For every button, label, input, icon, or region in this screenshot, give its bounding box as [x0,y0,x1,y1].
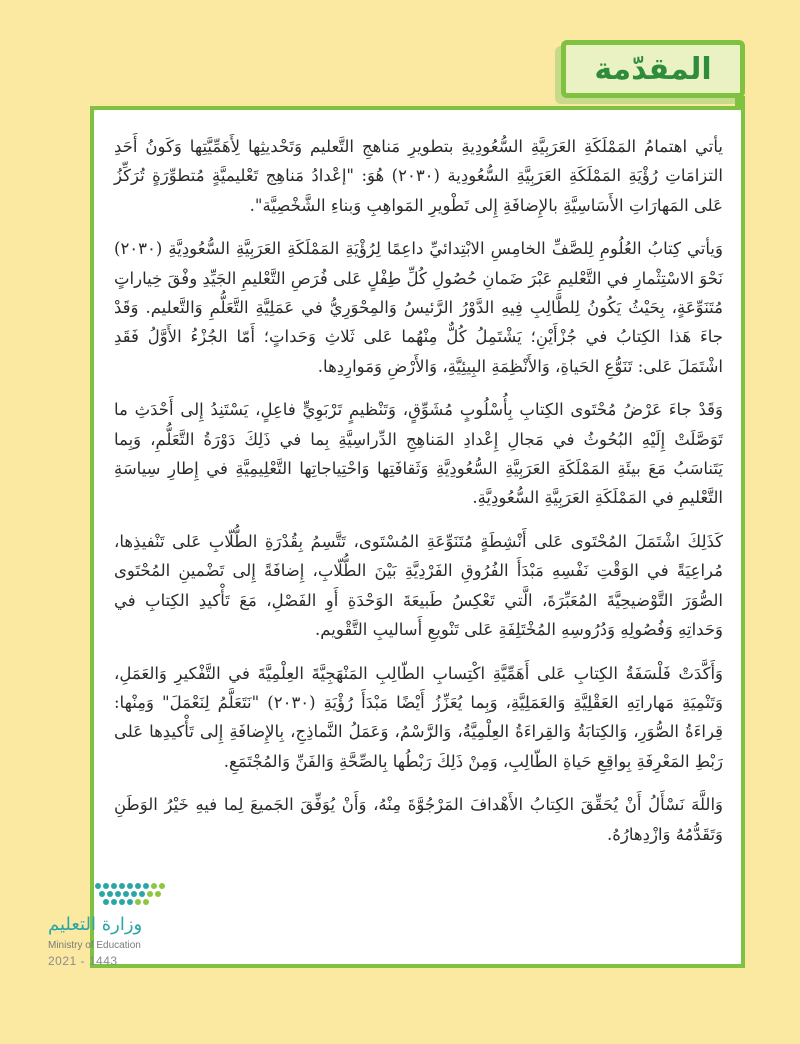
page-title: المقدّمة [594,51,712,87]
ministry-name-arabic: وزارة التعليم [48,914,143,935]
paragraph-2: وَيأتي كِتابُ العُلُومِ لِلصَّفِّ الخامِسِ الابْتِدائيِّ داعِمًا لِرُؤْيَةِ المَمْلَكَةِ العَرَبِيَّةِ السُّعُودِيَّةِ (٢٠٣٠) نَحْوَ الاسْتِثْمارِ في التَّعْليمِ عَبْرَ ضَمانِ حُصُولِ كُلِّ طِفْلٍ عَلى فُرَصِ التَّعْليمِ الجَيِّدِ وفْقَ خِياراتٍ مُتَنَوِّعَةٍ، بِحَيْثُ يَكُونُ لِلطَّالِبِ فِيهِ الدَّوْرُ الرَّئيسُ وَالمِحْوَرِيُّ في عَمَلِيَّةِ التَّعَلُّمِ وَالتَّعليم. وَقَدْ جاءَ هَذا الكِتابُ في جُزْأَيْنِ؛ يَشْتَمِلُ كُلٌّ مِنْهُما عَلى ثَلاثِ وَحَداتٍ؛ أَمّا الجُزْءُ الأَوَّلُ فَقَدِ اشْتَمَلَ عَلى: تَنَوُّعِ الحَياةِ، وَالأَنْظِمَةِ البِيئِيَّةِ، وَالأَرْضِ وَمَوارِدِها. [114,239,723,376]
edition-year: 2021 - 1443 [48,954,118,968]
logo-dots-icon [92,878,202,908]
section-title-box [561,40,745,98]
paragraph-4: كَذَلِكَ اشْتَمَلَ المُحْتَوى عَلى أَنْشِطَةٍ مُتَنَوِّعَةِ المُسْتَوى، تَتَّسِمُ بِقُدْرَةِ الطُّلّابِ عَلى تَنْفيذِها، مُراعِيَةً في الوَقْتِ نَفْسِهِ مَبْدَأَ الفُرُوقِ الفَرْدِيَّةِ بَيْنَ الطُّلّابِ، إِضافَةً إِلى تَضْمينِ المُحْتَوى الصُّوَرَ التَّوْضيحِيَّةَ المُعَبِّرَةَ، الَّتي تَعْكِسُ طَبيعَةَ الوَحْدَةِ أَوِ الفَصْلِ، مَعَ تَأْكيدِ الكِتابِ في وَحَداتِهِ وَفُصُولِهِ وَدُرُوسِهِ المُخْتَلِفَةِ عَلى تَنْويعِ أَساليبِ التَّقْويم. [114,531,723,640]
paragraph-1: يأتي اهتمامُ المَمْلَكَةِ العَرَبِيَّةِ السُّعُودِيةِ بتطويرِ مَناهجِ التَّعليم وَتَحْديثِها لِأَهَمِّيَّتِها وَكَونُ أَحَدِ التزامَاتِ رُؤْيَةِ المَمْلَكَةِ العَرَبِيَّةِ السُّعُودِية (٢٠٣٠) هُوَ: "إعْدادُ مَناهِج تَعْليميَّةٍ مُتطوِّرَةٍ تُرَكِّزُ عَلى المَهارَاتِ الأَسَاسِيَّةِ بالإِضافَةِ إِلى تَطْويرِ المَواهِبِ وَبناءِ الشَّخْصِيَّة". [114,137,723,215]
content-frame [90,106,745,968]
paragraph-5: وَأَكَّدَتْ فَلْسَفَةُ الكِتابِ عَلى أَهَمِّيَّةِ اكْتِسابِ الطّالِبِ المَنْهَجِيَّةَ العِلْمِيَّةَ في التَّفْكيرِ وَالعَمَلِ، وَتَنْمِيَةِ مَهاراتِهِ العَقْلِيَّةِ وَالعَمَلِيَّةِ، وَبِما يُعَزِّزُ أَيْضًا مَبْدَأَ رُؤْيَةِ (٢٠٣٠) "نَتَعَلَّمُ لِنَعْمَلَ" وَمِنْها: قِراءَةُ الصُّوَرِ، وَالكِتابَةُ وَالقِراءَةُ العِلْمِيَّةُ، وَالرَّسْمُ، وَعَمَلُ النَّماذِجِ، بِالإِضافَةِ إِلى تَأْكيدِها عَلى رَبْطِ المَعْرِفَةِ بِواقِعِ حَياةِ الطّالِبِ، وَمِنْ ذَلِكَ رَبْطُها بِالصِّحَّةِ وَالفَنِّ وَالمُجْتَمَعِ. [114,663,723,771]
ministry-logo [44,878,194,978]
ministry-name-english: Ministry of Education [48,940,141,951]
paragraph-3: وَقَدْ جاءَ عَرْضُ مُحْتَوى الكِتابِ بِأُسْلُوبٍ مُشَوِّقٍ، وَتَنْظيمٍ تَرْبَوِيٍّ فاعِلٍ، يَسْتَنِدُ إِلى أَحْدَثِ ما تَوَصَّلَتْ إِلَيْهِ البُحُوثُ في مَجالِ إِعْدادِ المَناهِجِ الدِّراسِيَّةِ بِما في ذَلِكَ دَوْرَةُ التَّعَلُّمِ، وَبِما يَتَناسَبُ مَعَ بيئَةِ المَمْلَكَةِ العَرَبِيَّةِ السُّعُودِيَّةِ وَثَقافَتِها وَاحْتِياجاتِها التَّعْلِيمِيَّةِ في إِطارِ سِياسَةِ التَّعْليمِ في المَمْلَكَةِ العَرَبِيَّةِ السُّعُودِيَّةِ. [114,400,723,508]
paragraph-6: وَاللَّهَ نَسْأَلُ أَنْ يُحَقِّقَ الكِتابُ الأَهْدافَ المَرْجُوَّةَ مِنْهُ، وَأَنْ يُوَفِّقَ الجَميعَ لِما فيهِ خَيْرُ الوَطَنِ وَتَقَدُّمُهُ وَازْدِهارُهُ. [114,795,723,844]
